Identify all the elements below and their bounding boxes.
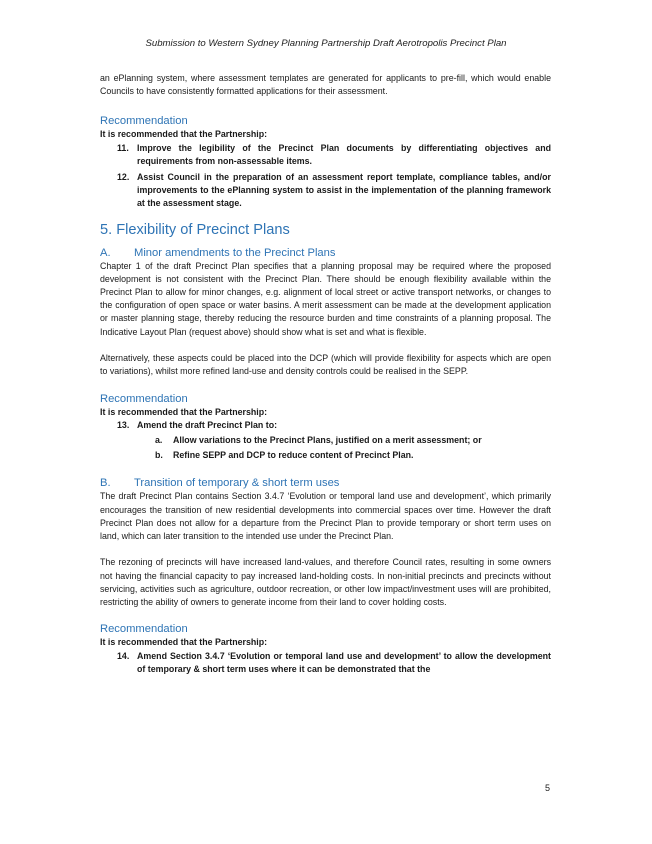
- page-number: 5: [544, 783, 550, 793]
- subsection-letter: A.: [100, 246, 111, 259]
- subitem-letter: b.: [155, 450, 163, 461]
- recommendation-intro: It is recommended that the Partnership:: [100, 129, 268, 140]
- subsection-heading: [100, 246, 551, 260]
- recommendation-item: [100, 142, 551, 168]
- recommendation-number: 11.: [117, 142, 129, 153]
- recommendation-number: 12.: [117, 172, 130, 183]
- recommendation-text: Assist Council in the preparation of an assessment report template, compliance tables, and/or improvements to the ePlanning system to assist in the implementation of the planning framework at the assessment stage.: [137, 172, 551, 209]
- subsection-heading: [100, 476, 551, 490]
- recommendation-sublist: [100, 434, 551, 462]
- recommendation-list: [100, 142, 551, 211]
- page-header: Submission to Western Sydney Planning Partnership Draft Aerotropolis Precinct Plan: [145, 38, 507, 49]
- section-heading: 5. Flexibility of Precinct Plans: [100, 221, 290, 238]
- recommendation-heading: Recommendation: [100, 623, 188, 636]
- recommendation-number: 14.: [117, 650, 130, 661]
- page-content: [100, 72, 551, 679]
- subitem-letter: a.: [155, 435, 163, 446]
- recommendation-heading: Recommendation: [100, 392, 188, 405]
- subsection-title: Minor amendments to the Precinct Plans: [134, 246, 336, 259]
- recommendation-text: Amend the draft Precinct Plan to:: [137, 419, 278, 430]
- recommendation-subitem: [100, 434, 551, 447]
- recommendation-item: [100, 171, 551, 211]
- intro-paragraph: an ePlanning system, where assessment templates are generated for applicants to pre-fill, which would enable Councils to have consistently formatted applications for their assessment.: [100, 73, 551, 97]
- recommendation-text: Improve the legibility of the Precinct Plan documents by differentiating objectives and requirements from non-assessable items.: [137, 142, 551, 166]
- recommendation-subitem: [100, 449, 551, 462]
- subitem-text: Refine SEPP and DCP to reduce content of Precinct Plan.: [173, 450, 414, 461]
- recommendation-intro: It is recommended that the Partnership:: [100, 637, 268, 648]
- recommendation-heading: Recommendation: [100, 115, 188, 128]
- subsection-letter: B.: [100, 477, 111, 490]
- body-paragraph: Chapter 1 of the draft Precinct Plan specifies that a planning proposal may be required where the proposed development is not consistent with the Precinct Plan. There should be enough flexibility available within the Precinct Plan to allow for minor changes, e.g. alignment of local street or active transport networks, or changes to the configuration of open space or water basins. A merit assessment can be made at the development application or master planning stage, thereby reducing the resource burden and time constraints of a planning proposal. The Indicative Layout Plan (request above) should show what is set and what is flexible.: [100, 260, 551, 337]
- recommendation-list: [100, 650, 551, 676]
- recommendation-text: Amend Section 3.4.7 ‘Evolution or temporal land use and development’ to allow the development of temporary & short term uses where it can be demonstrated that the: [137, 650, 551, 674]
- subitem-text: Allow variations to the Precinct Plans, justified on a merit assessment; or: [173, 435, 482, 446]
- recommendation-number: 13.: [117, 419, 130, 430]
- body-paragraph: The draft Precinct Plan contains Section 3.4.7 ‘Evolution or temporal land use and development’, which primarily encourages the transition of new residential developments into commercial spaces over time. However the draft Precinct Plan does not allow for a departure from the Precinct Plan to provide temporary or short term uses on land, which can later transition to the intended use under the Precinct Plan.: [100, 491, 551, 542]
- recommendation-list: [100, 419, 551, 432]
- body-paragraph: Alternatively, these aspects could be placed into the DCP (which will provide flexibility for aspects which are open to variations), whilst more refined land-use and density controls could be realised in the SEPP.: [100, 353, 551, 377]
- body-paragraph: The rezoning of precincts will have increased land-values, and therefore Council rates, resulting in some owners not having the financial capacity to pay increased land-holding costs. In non-initial precincts and precincts without servicing, activities such as agriculture, outdoor recreation, or other low impact/investment uses will are prohibited, restricting the ability of owners to generate income from their land to cover holding costs.: [100, 557, 551, 608]
- recommendation-item: [100, 419, 551, 432]
- recommendation-intro: It is recommended that the Partnership:: [100, 406, 268, 417]
- subsection-title: Transition of temporary & short term uses: [134, 477, 340, 490]
- recommendation-item: [100, 650, 551, 676]
